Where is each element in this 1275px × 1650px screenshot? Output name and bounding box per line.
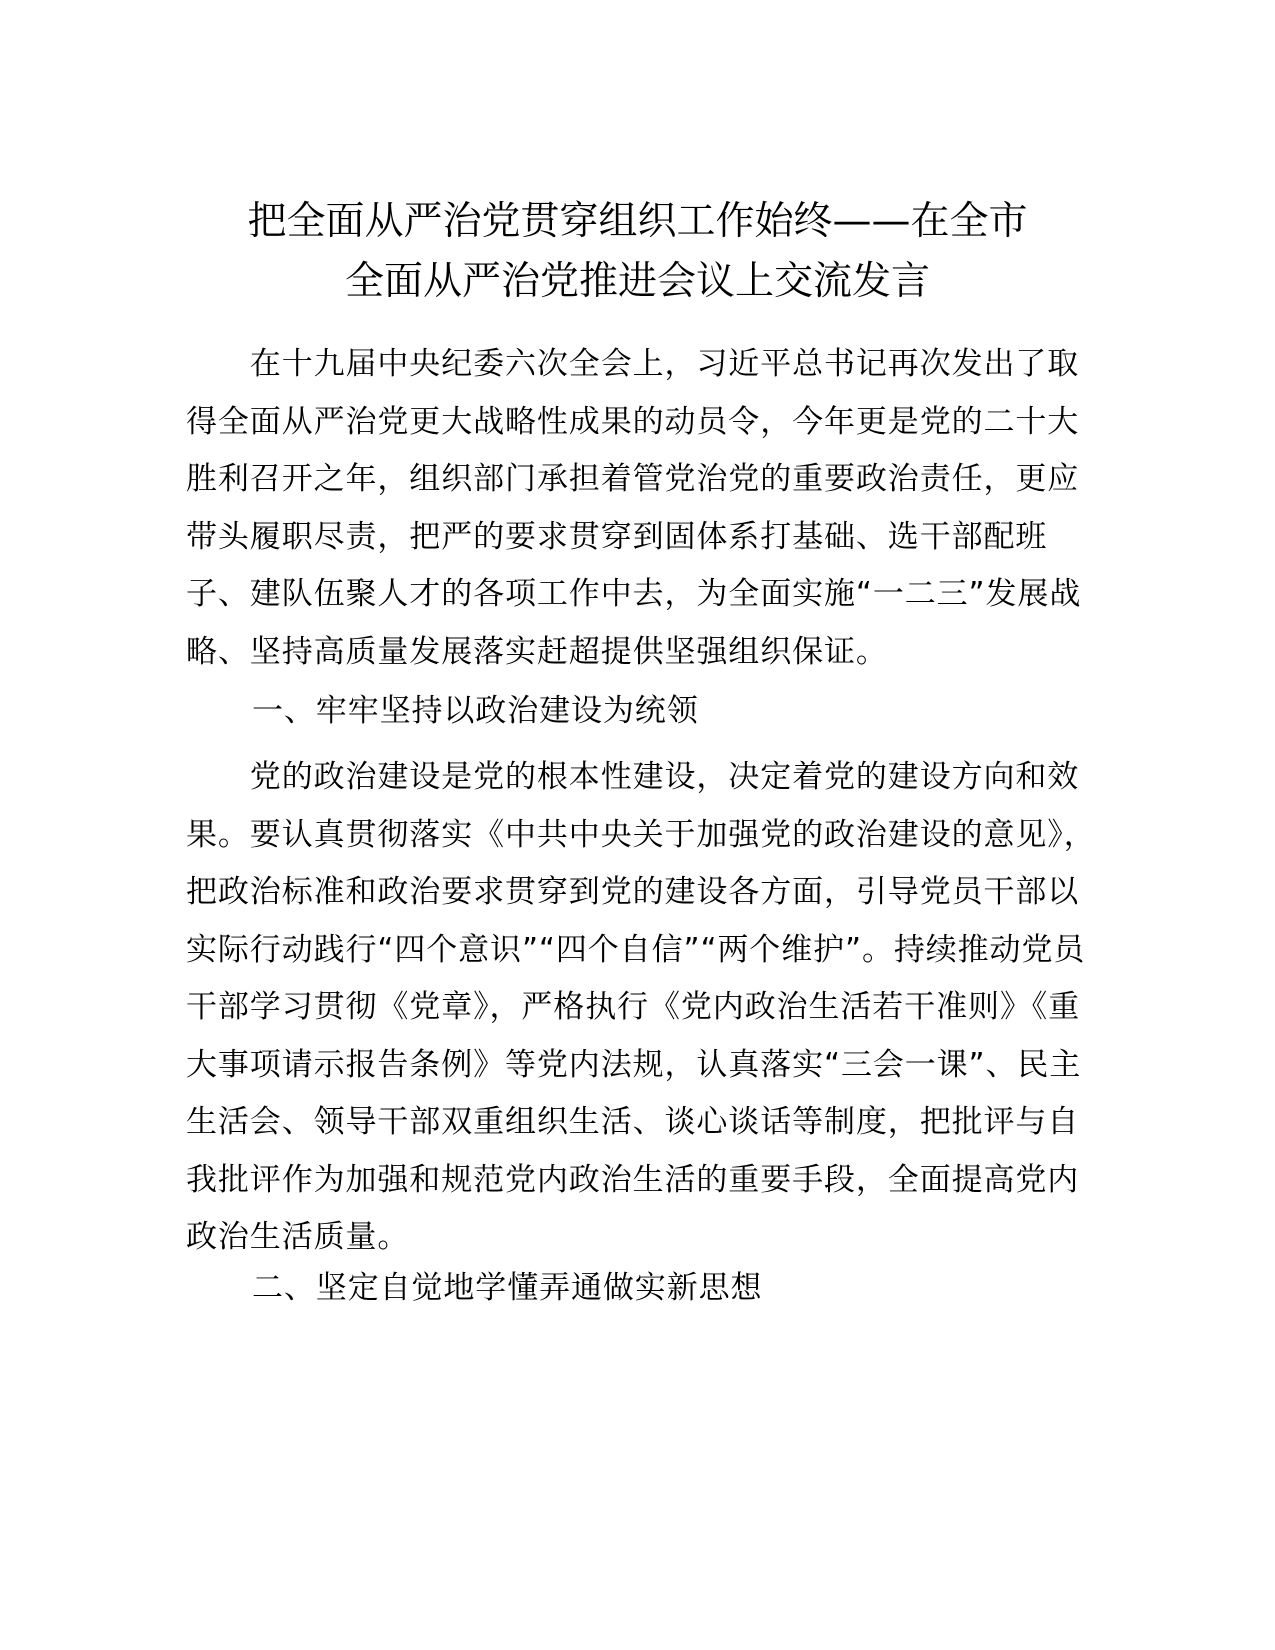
title-line-2: 全面从严治党推进会议上交流发言 bbox=[344, 259, 930, 304]
document-title bbox=[160, 192, 1115, 312]
section-heading-2: 二、坚定自觉地学懂弄通做实新思想 bbox=[252, 1270, 763, 1306]
paragraph-political-construction: 党的政治建设是党的根本性建设，决定着党的建设方向和效果。要认真贯彻落实《中共中央关于加强党的政治建设的意见》，把政治标准和政治要求贯穿到党的建设各方面，引导党员干部以实际行动践行“四个意识”“四个自信”“两个维护”。持续推动党员干部学习贯彻《党章》，严格执行《党内政治生活若干准则》《重大事项请示报告条例》等党内法规，认真落实“三会一课”、民主生活会、领导干部双重组织生活、谈心谈话等制度，把批评与自我批评作为加强和规范党内政治生活的重要手段，全面提高党内政治生活质量。 bbox=[186, 759, 1096, 1255]
section-heading-1: 一、牢牢坚持以政治建设为统领 bbox=[252, 693, 699, 729]
title-line-1: 把全面从严治党贯穿组织工作始终——在全市 bbox=[247, 199, 1028, 244]
paragraph-intro: 在十九届中央纪委六次全会上，习近平总书记再次发出了取得全面从严治党更大战略性成果的动员令，今年更是党的二十大胜利召开之年，组织部门承担着管党治党的重要政治责任，更应带头履职尽责，把严的要求贯穿到固体系打基础、选干部配班子、建队伍聚人才的各项工作中去，为全面实施“一二三”发展战略、坚持高质量发展落实赶超提供坚强组织保证。 bbox=[186, 346, 1082, 670]
